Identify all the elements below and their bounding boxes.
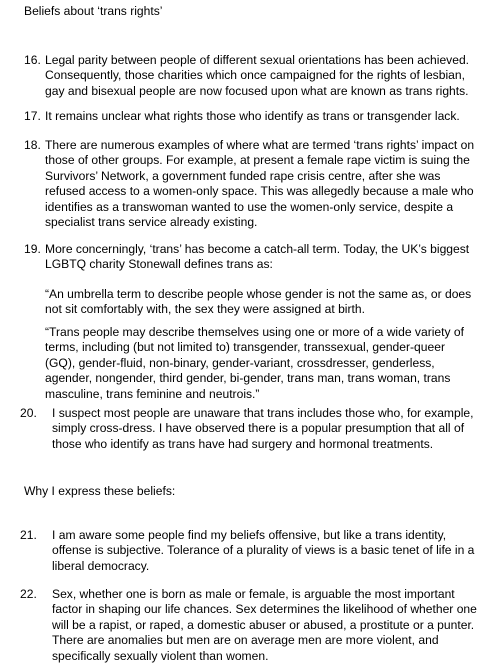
text-line: factor in shaping our life chances. Sex determines the likelihood of whether one [52,602,477,617]
text-line: Legal parity between people of different sexual orientations has been achieved. [45,53,470,67]
text-line: gay and bisexual people are now focused upon what are known as trans rights. [45,83,469,98]
paragraph-text [45,138,485,230]
text-line: Survivors’ Network, a government funded rape crisis centre, after she was [45,168,441,183]
paragraph-text [45,242,485,273]
paragraph-number: 19. [24,242,41,256]
paragraph-number: 22. [20,587,37,601]
quote-umbrella-term [45,287,485,318]
paragraph-text [45,109,485,124]
quote-line: agender, nongender, third gender, bi-gender, trans man, trans woman, trans [45,371,451,386]
paragraph-number: 20. [20,406,37,420]
paragraph-number: 18. [24,138,41,152]
text-line: LGBTQ charity Stonewall defines trans as: [45,257,273,272]
section-heading-why: Why I express these beliefs: [24,484,176,498]
text-line: Sex, whether one is born as male or female, is arguable the most important [52,587,455,601]
quote-line: terms, including (but not limited to) transgender, transsexual, gender-queer [45,340,445,355]
text-line: More concerningly, ‘trans’ has become a catch-all term. Today, the UK’s biggest [45,242,470,256]
paragraph-number: 16. [24,53,41,67]
paragraph-text [52,406,488,452]
quote-line: “An umbrella term to describe people whose gender is not the same as, or does [45,287,472,301]
quote-trans-people [45,325,485,402]
quote-line: “Trans people may describe themselves using one or more of a wide variety of [45,325,464,339]
text-line: identifies as a transwoman wanted to use the women-only service, despite a [45,199,454,214]
paragraph-number: 17. [24,109,41,123]
paragraph-text [52,528,488,574]
section-heading-beliefs: Beliefs about ‘trans rights’ [24,4,163,18]
text-line: those who identify as trans have had surgery and hormonal treatments. [52,436,434,451]
text-line: There are numerous examples of where what are termed ‘trans rights’ impact on [45,138,475,152]
text-line: will be a rapist, or raped, a domestic abuser or abused, a prostitute or a punter. [52,617,475,632]
quote-line: masculine, trans feminine and neutrois.” [45,386,260,401]
text-line: refused access to a women-only space. This was allegedly because a male who [45,184,474,199]
paragraph-text [45,53,485,99]
text-line: Consequently, those charities which once campaigned for the rights of lesbian, [45,68,465,83]
text-line: liberal democracy. [52,558,150,573]
quote-line: (GQ), gender-fluid, non-binary, gender-variant, crossdresser, genderless, [45,355,435,370]
text-line: specifically sexually violent than women. [52,648,269,663]
paragraph-text [52,587,488,664]
text-line: There are anomalies but men are on average men are more violent, and [52,633,439,648]
text-line: specialist trans service already existing. [45,215,258,230]
quote-line: not sit comfortably with, the sex they were assigned at birth. [45,302,365,317]
text-line: I suspect most people are unaware that trans includes those who, for example, [52,406,474,420]
text-line: I am aware some people find my beliefs offensive, but like a trans identity, [52,528,447,542]
text-line: simply cross-dress. I have observed there is a popular presumption that all of [52,421,465,436]
text-line: It remains unclear what rights those who identify as trans or transgender lack. [45,109,460,123]
text-line: offense is subjective. Tolerance of a plurality of views is a basic tenet of life in a [52,543,475,558]
paragraph-number: 21. [20,528,37,542]
text-line: those of other groups. For example, at present a female rape victim is suing the [45,153,470,168]
